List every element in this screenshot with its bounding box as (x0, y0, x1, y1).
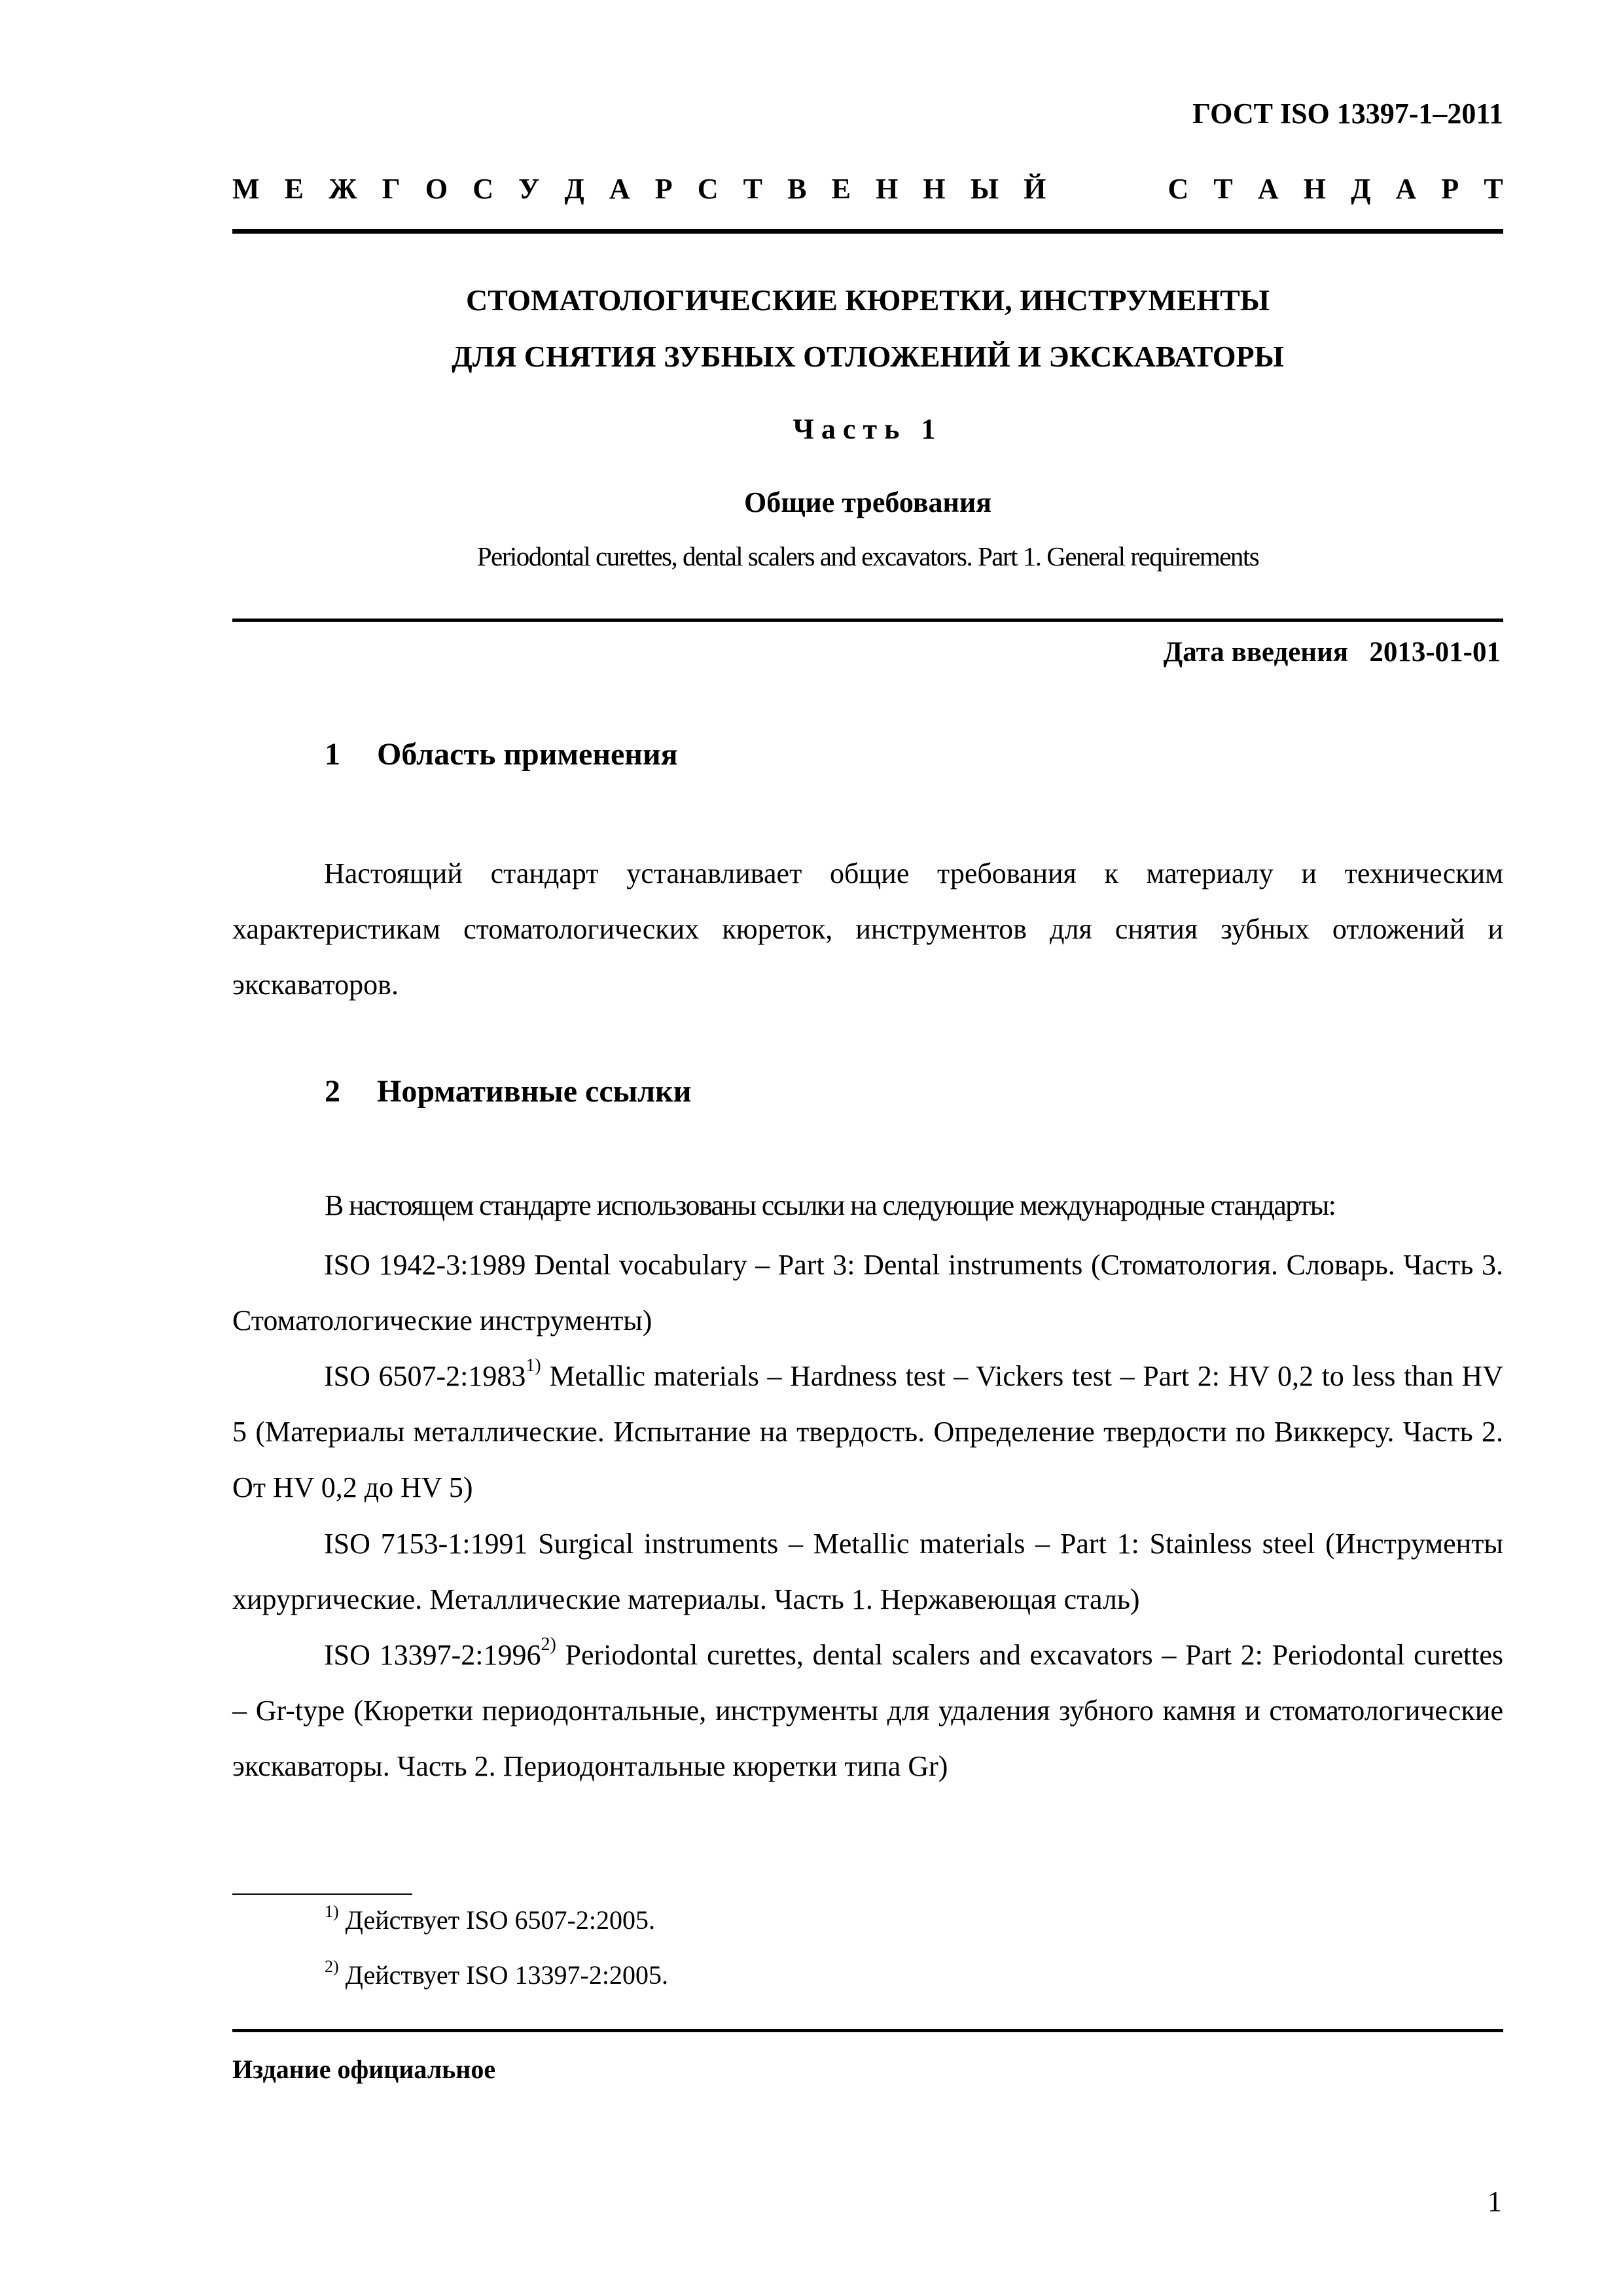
footnote (325, 1902, 655, 1935)
section-number: 2 (325, 1074, 340, 1109)
heading-letter: В (787, 173, 807, 205)
heading-letter: О (425, 173, 448, 205)
section-title: Нормативные ссылки (377, 1074, 692, 1109)
interstate-standard-heading (232, 172, 1503, 206)
heading-letter: Н (1303, 173, 1327, 205)
heading-letter: Н (876, 173, 899, 205)
section-title: Область применения (377, 737, 678, 772)
heading-letter: Т (1213, 173, 1233, 205)
footnote-marker: 2) (541, 1634, 556, 1655)
reference-item (232, 1627, 1503, 1794)
heading-letter: Ж (329, 173, 357, 205)
reference-code: ISO 7153-1:1991 (324, 1528, 528, 1560)
reference-item (232, 1516, 1503, 1627)
references-intro: В настоящем стандарте использованы ссылки на следующие международные стандарты: (325, 1189, 1336, 1221)
section-number: 1 (325, 737, 340, 772)
heading-letter: Е (831, 173, 851, 205)
introduction-date-value: 2013-01-01 (1369, 637, 1501, 668)
header-rule (232, 229, 1503, 234)
heading-letter: С (473, 173, 493, 205)
page-number: 1 (1488, 2185, 1502, 2217)
heading-letter: С (697, 173, 719, 205)
footnote-text: Действует ISO 6507-2:2005. (338, 1905, 655, 1935)
heading-letter: Г (382, 173, 401, 205)
introduction-date (1164, 636, 1501, 668)
footer-rule (232, 2029, 1503, 2032)
reference-item (232, 1237, 1503, 1348)
reference-item (232, 1348, 1503, 1515)
reference-code: ISO 1942-3:1989 (324, 1249, 526, 1281)
subtitle: Общие требования (744, 486, 991, 518)
heading-letter: Т (1484, 173, 1503, 205)
section-1-paragraph: Настоящий стандарт устанавливает общие требования к материалу и техническим характеристикам стоматологических кюреток, инструментов для снятия зубных отложений и экскаваторов. (232, 857, 1503, 1001)
official-edition-label: Издание официальное (232, 2054, 496, 2084)
title-line-1: СТОМАТОЛОГИЧЕСКИЕ КЮРЕТКИ, ИНСТРУМЕНТЫ (466, 283, 1270, 317)
heading-letter: М (232, 173, 260, 205)
word-gap (1071, 172, 1143, 206)
reference-text: Periodontal curettes, dental scalers and excavators – Part 2: Periodontal curettes – Gr-type (Кюретки периодонтальные, инструменты для удаления зубного камня и стоматологические экскаваторы. Часть 2. Периодонтальные кюретки типа Gr) (232, 1639, 1503, 1782)
section-1-heading (325, 736, 678, 772)
reference-code: ISO 6507-2:1983 (324, 1360, 526, 1392)
title-line-2: ДЛЯ СНЯТИЯ ЗУБНЫХ ОТЛОЖЕНИЙ И ЭКСКАВАТОРЫ (452, 340, 1284, 373)
reference-text: Metallic materials – Hardness test – Vickers test – Part 2: HV 0,2 to less than HV 5 (Материалы металлические. Испытание на твердость. Определение твердости по Виккерсу. Часть 2. От HV 0,2 до HV 5) (232, 1360, 1503, 1503)
english-title: Periodontal curettes, dental scalers and excavators. Part 1. General requirements (476, 541, 1259, 571)
reference-text: Dental vocabulary – Part 3: Dental instruments (Стоматология. Словарь. Часть 3. Стоматологические инструменты) (232, 1249, 1503, 1336)
heading-letter: Е (284, 173, 304, 205)
heading-letter: У (518, 173, 540, 205)
heading-letter: Р (654, 173, 673, 205)
heading-letter: Д (1351, 173, 1371, 205)
section-2-heading (325, 1073, 691, 1109)
footnote-mark: 2) (325, 1957, 339, 1976)
footnote-separator (232, 1893, 412, 1895)
document-code: ГОСТ ISO 13397-1–2011 (1192, 98, 1503, 130)
heading-letter: Й (1024, 173, 1046, 205)
heading-letter: Р (1441, 173, 1459, 205)
heading-letter: Д (564, 173, 584, 205)
heading-letter: А (1257, 173, 1279, 205)
introduction-date-label: Дата введения (1163, 637, 1349, 668)
footnote-text: Действует ISO 13397-2:2005. (338, 1960, 668, 1990)
reference-text: Surgical instruments – Metallic materials – Part 1: Stainless steel (Инструменты хирургические. Металлические материалы. Часть 1. Нержавеющая сталь) (232, 1528, 1503, 1615)
footnote-mark: 1) (325, 1902, 339, 1921)
heading-letter: Ы (970, 173, 999, 205)
heading-letter: Т (743, 173, 763, 205)
reference-code: ISO 13397-2:1996 (324, 1639, 541, 1671)
heading-letter: С (1168, 173, 1189, 205)
footnote (325, 1957, 668, 1990)
heading-letter: А (1395, 173, 1417, 205)
part-label: Часть 1 (793, 413, 943, 445)
title-rule (232, 619, 1503, 622)
footnote-marker: 1) (526, 1355, 541, 1376)
heading-letter: А (609, 173, 630, 205)
heading-letter: Н (923, 173, 946, 205)
